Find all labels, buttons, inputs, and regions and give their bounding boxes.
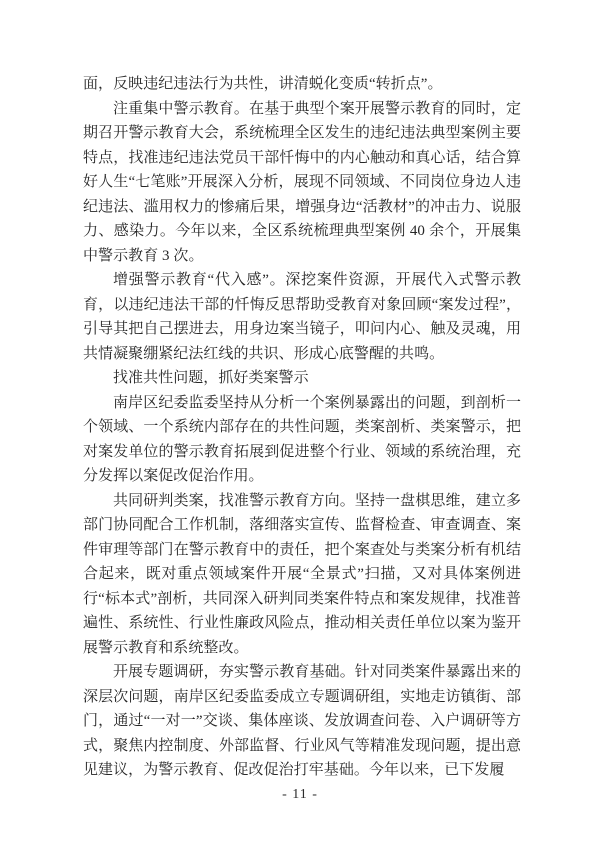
- section-heading: 找准共性问题，抓好类案警示: [113, 370, 309, 386]
- document-body: [83, 72, 521, 783]
- paragraph-common-issues: 南岸区纪委监委坚持从分析一个案例暴露出的问题，到剖析一个领域、一个系统内部存在的共性问题，类案剖析、类案警示，把对案发单位的警示教育拓展到促进整个行业、领域的系统治理，充分发挥以案促改促治作用。: [83, 394, 521, 484]
- paragraph-concentrated-warning-education: 注重集中警示教育。在基于典型个案开展警示教育的同时，定期召开警示教育大会，系统梳理全区发生的违纪违法典型案例主要特点，找准违纪违法党员干部忏悔中的内心触动和真心话，结合算好人生“七笔账”开展深入分析，展现不同领域、不同岗位身边人违纪违法、滥用权力的惨痛后果，增强身边“活教材”的冲击力、说服力、感染力。今年以来，全区系统梳理典型案例 40 余个，开展集中警示教育 3 次。: [83, 100, 521, 264]
- paragraph-immersive-warning-education: 增强警示教育“代入感”。深挖案件资源，开展代入式警示教育，以违纪违法干部的忏悔反思帮助受教育对象回顾“案发过程”，引导其把自己摆进去，用身边案当镜子，叩问内心、触及灵魂，用共情凝聚绷紧纪法红线的共识、形成心底警醒的共鸣。: [83, 272, 521, 362]
- paragraph-continuation: 面，反映违纪违法行为共性，讲清蜕化变质“转折点”。: [83, 76, 443, 92]
- paragraph-joint-case-analysis: 共同研判类案，找准警示教育方向。坚持一盘棋思维，建立多部门协同配合工作机制，落细落实宣传、监督检查、审查调查、案件审理等部门在警示教育中的责任，把个案查处与类案分析有机结合起来，既对重点领域案件开展“全景式”扫描，又对具体案例进行“标本式”剖析，共同深入研判同类案件特点和案发规律，找准普遍性、系统性、行业性廉政风险点，推动相关责任单位以案为鉴开展警示教育和系统整改。: [83, 492, 521, 656]
- page-number: - 11 -: [282, 787, 318, 802]
- paragraph-special-research: 开展专题调研，夯实警示教育基础。针对同类案件暴露出来的深层次问题，南岸区纪委监委成立专题调研组，实地走访镇街、部门，通过“一对一”交谈、集体座谈、发放调查问卷、入户调研等方式，聚焦内控制度、外部监督、行业风气等精准发现问题，提出意见建议，为警示教育、促改促治打牢基础。今年以来，已下发履: [83, 664, 521, 778]
